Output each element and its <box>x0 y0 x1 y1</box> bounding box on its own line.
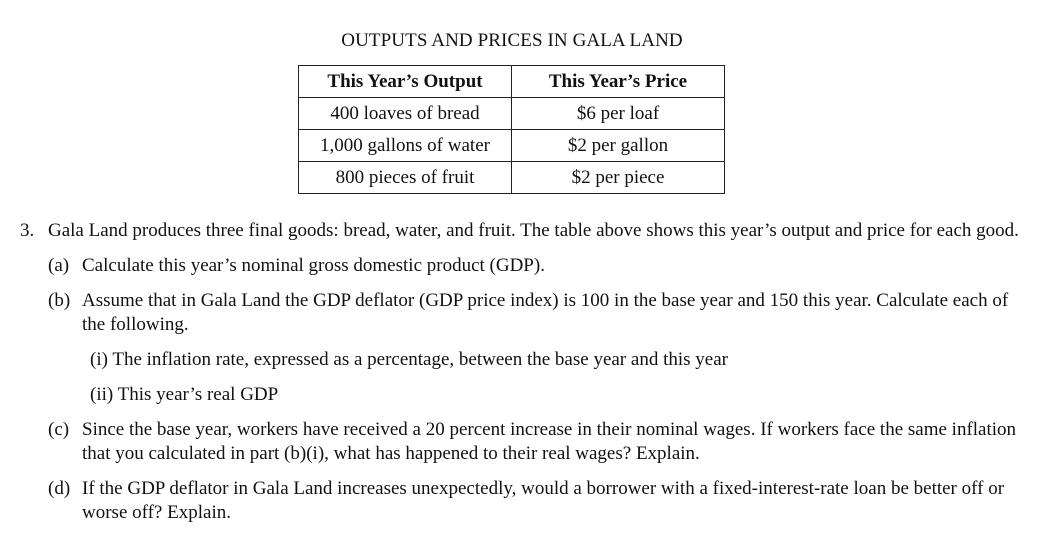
output-cell: 400 loaves of bread <box>299 98 512 130</box>
part-text: If the GDP deflator in Gala Land increases unexpectedly, would a borrower with a fixed-interest-rate loan be better off or worse off? Explain. <box>82 478 1005 523</box>
part-label: (c) <box>48 419 70 440</box>
subpart-b-ii: (ii) This year’s real GDP <box>90 384 279 405</box>
part-label: (b) <box>48 290 71 311</box>
part-text: Assume that in Gala Land the GDP deflator (GDP price index) is 100 in the base year and 150 this year. Calculate each of the following. <box>82 290 1009 335</box>
table-row <box>299 162 725 194</box>
question-number: 3. <box>20 220 35 241</box>
part-a <box>20 254 1030 278</box>
output-cell: 1,000 gallons of water <box>299 130 512 162</box>
table-title: OUTPUTS AND PRICES IN GALA LAND <box>341 30 683 51</box>
table-row <box>299 130 725 162</box>
part-c <box>20 418 1030 466</box>
column-header-output: This Year’s Output <box>299 66 512 98</box>
table-row <box>299 98 725 130</box>
question-stem <box>20 219 1030 243</box>
question-text: Gala Land produces three final goods: bread, water, and fruit. The table above shows this year’s output and price for each good. <box>48 220 1019 241</box>
part-label: (d) <box>48 478 71 499</box>
price-cell: $6 per loaf <box>512 98 725 130</box>
part-text: Calculate this year’s nominal gross domestic product (GDP). <box>82 255 545 276</box>
output-cell: 800 pieces of fruit <box>299 162 512 194</box>
subpart-b-i: (i) The inflation rate, expressed as a percentage, between the base year and this year <box>90 349 728 370</box>
part-b <box>20 289 1030 337</box>
question-3 <box>20 219 1030 525</box>
output-price-table <box>298 65 725 194</box>
part-d <box>20 477 1030 525</box>
part-label: (a) <box>48 255 70 276</box>
part-text: Since the base year, workers have received a 20 percent increase in their nominal wages. If workers face the same inflation that you calculated in part (b)(i), what has happened to their real wages? Explain. <box>82 419 1017 464</box>
column-header-price: This Year’s Price <box>512 66 725 98</box>
table-header-row <box>299 66 725 98</box>
price-cell: $2 per gallon <box>512 130 725 162</box>
price-cell: $2 per piece <box>512 162 725 194</box>
